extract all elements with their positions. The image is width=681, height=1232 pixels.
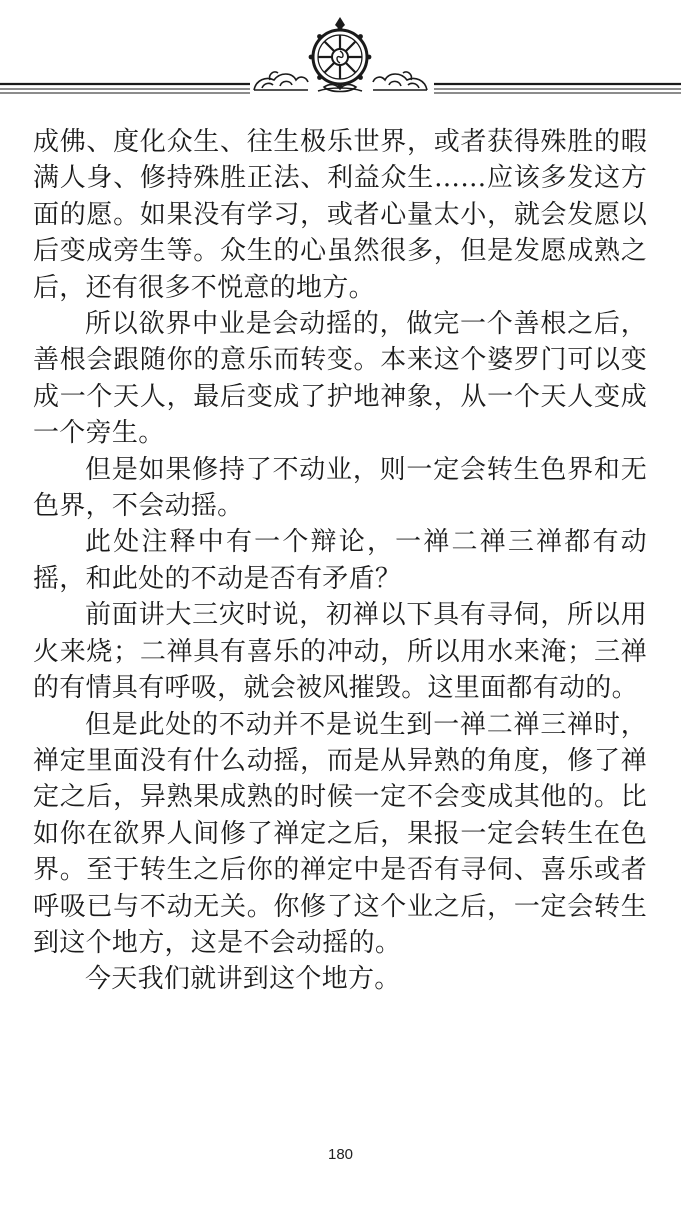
paragraph: 此处注释中有一个辩论，一禅二禅三禅都有动摇，和此处的不动是否有矛盾？ (33, 527, 647, 594)
paragraph: 但是此处的不动并不是说生到一禅二禅三禅时，禅定里面没有什么动摇，而是从异熟的角度，修了禅定之后，异熟果成熟的时候一定不会变成其他的。比如你在欲界人间修了禅定之后，果报一定会转生在色界。至于转生之后你的禅定中是否有寻伺、喜乐或者呼吸已与不动无关。你修了这个业之后，一定会转生到这个地方，这是不会动摇的。 (33, 709, 647, 958)
page-body (33, 124, 647, 998)
paragraph: 成佛、度化众生、往生极乐世界，或者获得殊胜的暇满人身、修持殊胜正法、利益众生……应该多发这方面的愿。如果没有学习，或者心量太小，就会发愿以后变成旁生等。众生的心虽然很多，但是发愿成熟之后，还有很多不悦意的地方。 (33, 127, 647, 303)
paragraph: 所以欲界中业是会动摇的，做完一个善根之后，善根会跟随你的意乐而转变。本来这个婆罗门可以变成一个天人，最后变成了护地神象，从一个天人变成一个旁生。 (33, 309, 647, 449)
paragraph: 前面讲大三灾时说，初禅以下具有寻伺，所以用火来烧；二禅具有喜乐的冲动，所以用水来淹；三禅的有情具有呼吸，就会被风摧毁。这里面都有动的。 (33, 600, 647, 704)
paragraph: 但是如果修持了不动业，则一定会转生色界和无色界，不会动摇。 (33, 454, 647, 522)
header-ornament (0, 0, 681, 110)
page-number: 180 (327, 1146, 354, 1163)
paragraph: 今天我们就讲到这个地方。 (85, 964, 401, 995)
page-header (0, 0, 681, 110)
